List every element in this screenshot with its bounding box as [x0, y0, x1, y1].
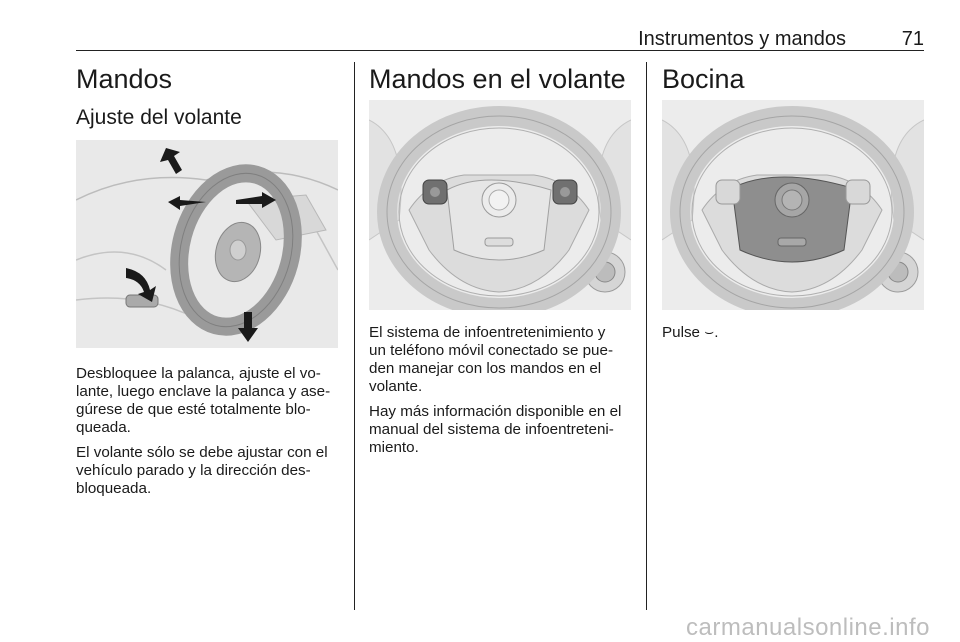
paragraph-adjust-instructions: Desbloquee la palanca, ajuste el vo- lante, luego enclave la palanca y ase- gúrese de que esté totalmente blo- queada.: [76, 365, 331, 436]
paragraph-horn: Pulse ⌣.: [662, 324, 719, 341]
section-heading-mandos-volante: Mandos en el volante: [369, 64, 626, 94]
paragraph-infotainment: El sistema de infoentretenimiento y un teléfono móvil conectado se pue- den manejar con los mandos en el volante.: [369, 324, 614, 395]
paragraph-more-info: Hay más información disponible en el manual del sistema de infoentreteni- miento.: [369, 403, 622, 456]
subheading-ajuste-volante: Ajuste del volante: [76, 106, 242, 129]
watermark: carmanualsonline.info: [686, 614, 930, 641]
page-number: 71: [901, 28, 924, 50]
column-divider-1: [354, 62, 355, 610]
section-heading-bocina: Bocina: [662, 64, 745, 94]
steering-wheel-controls-illustration: [369, 100, 631, 310]
section-heading-mandos: Mandos: [76, 64, 173, 94]
column-divider-2: [646, 62, 647, 610]
header-divider: [76, 50, 924, 51]
horn-steering-wheel-illustration: [662, 100, 924, 310]
paragraph-adjust-warning: El volante sólo se debe ajustar con el vehículo parado y la dirección des- bloqueada.: [76, 444, 328, 497]
section-title: Instrumentos y mandos: [638, 28, 846, 50]
steering-wheel-adjustment-illustration: [76, 140, 338, 348]
